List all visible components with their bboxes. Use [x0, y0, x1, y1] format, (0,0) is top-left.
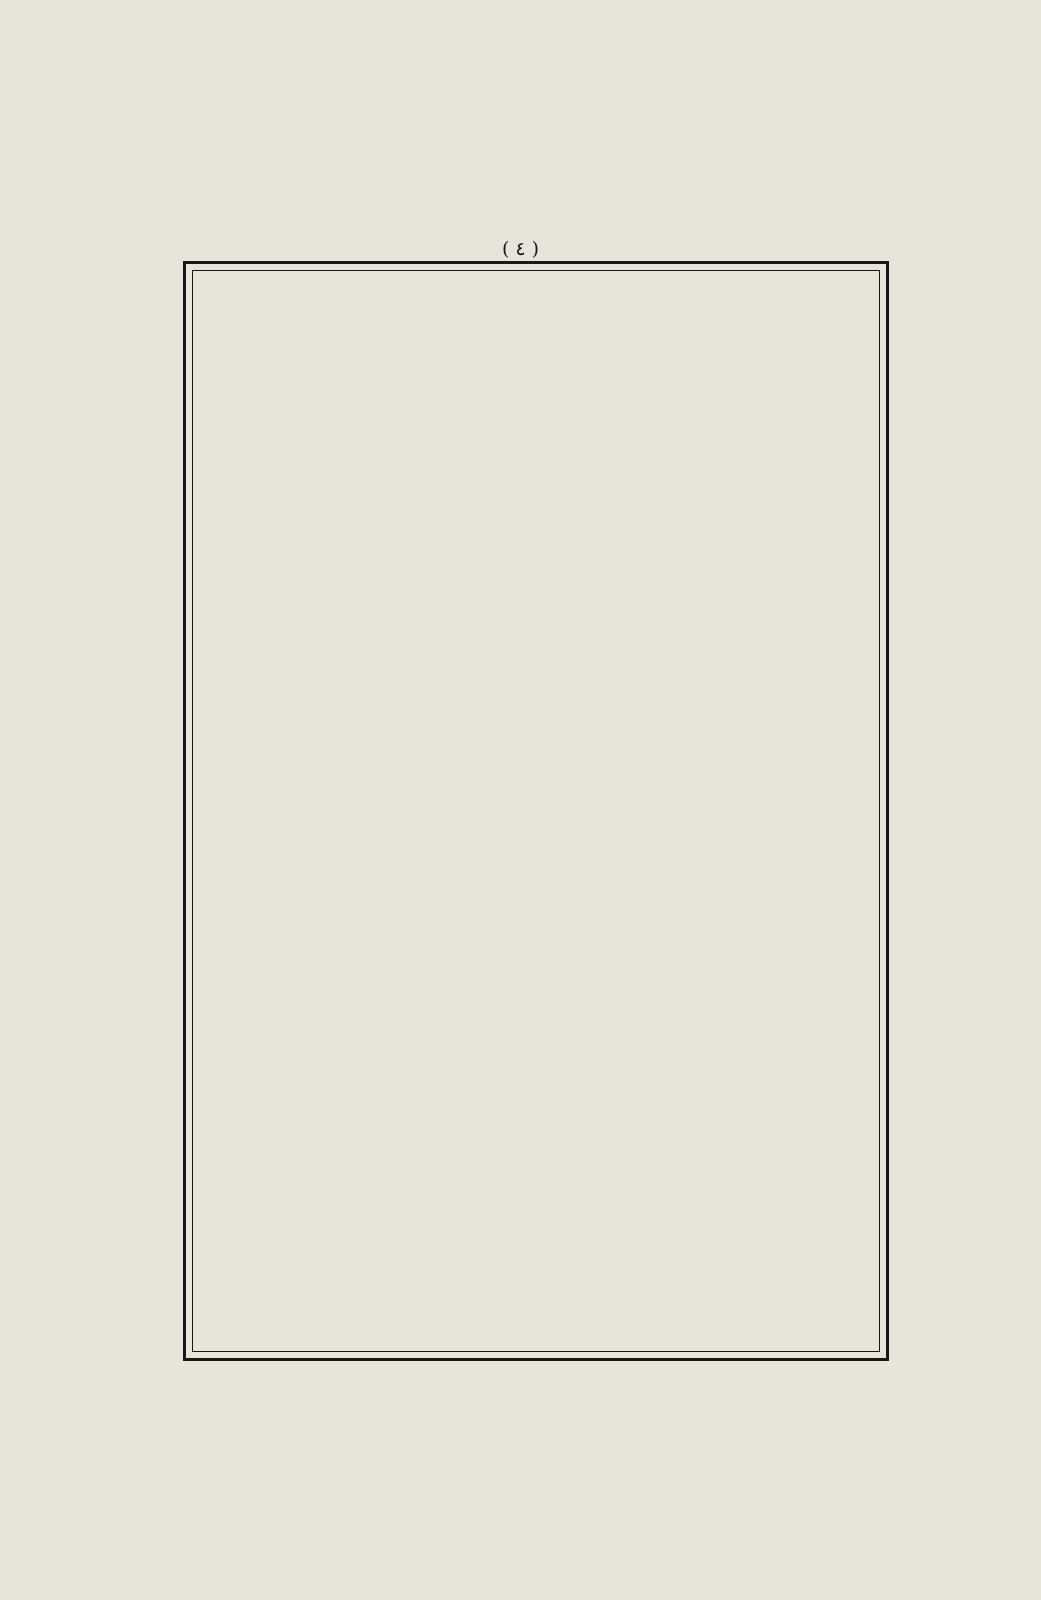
text-line: [198, 745, 874, 771]
text-line: [198, 457, 874, 483]
text-line: [198, 798, 874, 824]
page-number: ( ٤ ): [501, 238, 540, 260]
text-line: [198, 641, 874, 667]
text-line: [198, 1191, 874, 1217]
text-line: [198, 850, 874, 876]
text-line: [198, 1086, 874, 1112]
text-line: [198, 903, 874, 929]
text-line: [198, 1138, 874, 1164]
text-line: [198, 1269, 874, 1295]
text-line: [198, 1243, 874, 1269]
text-line: [198, 562, 874, 588]
text-line: [198, 667, 874, 693]
text-line: [198, 824, 874, 850]
text-line: [198, 326, 874, 352]
text-line: [198, 929, 874, 955]
text-line: [198, 1033, 874, 1059]
text-line: [198, 300, 874, 326]
text-line: [198, 693, 874, 719]
text-line: [198, 274, 874, 300]
text-line: [198, 431, 874, 457]
text-line: [198, 1164, 874, 1190]
text-line: [198, 536, 874, 562]
text-line: [198, 876, 874, 902]
text-line: [198, 353, 874, 379]
text-line: [198, 484, 874, 510]
text-line: [198, 1007, 874, 1033]
text-line: [198, 981, 874, 1007]
text-line: [198, 1112, 874, 1138]
text-line: [198, 772, 874, 798]
text-line: [198, 719, 874, 745]
text-line: [198, 1295, 874, 1321]
body-text: [198, 274, 874, 1348]
text-line: [198, 510, 874, 536]
text-line: [198, 379, 874, 405]
text-line: [198, 955, 874, 981]
text-line: [198, 1217, 874, 1243]
text-line: [198, 588, 874, 614]
text-line: [198, 405, 874, 431]
text-line: [198, 614, 874, 640]
text-line: [198, 1322, 874, 1348]
text-line: [198, 1060, 874, 1086]
